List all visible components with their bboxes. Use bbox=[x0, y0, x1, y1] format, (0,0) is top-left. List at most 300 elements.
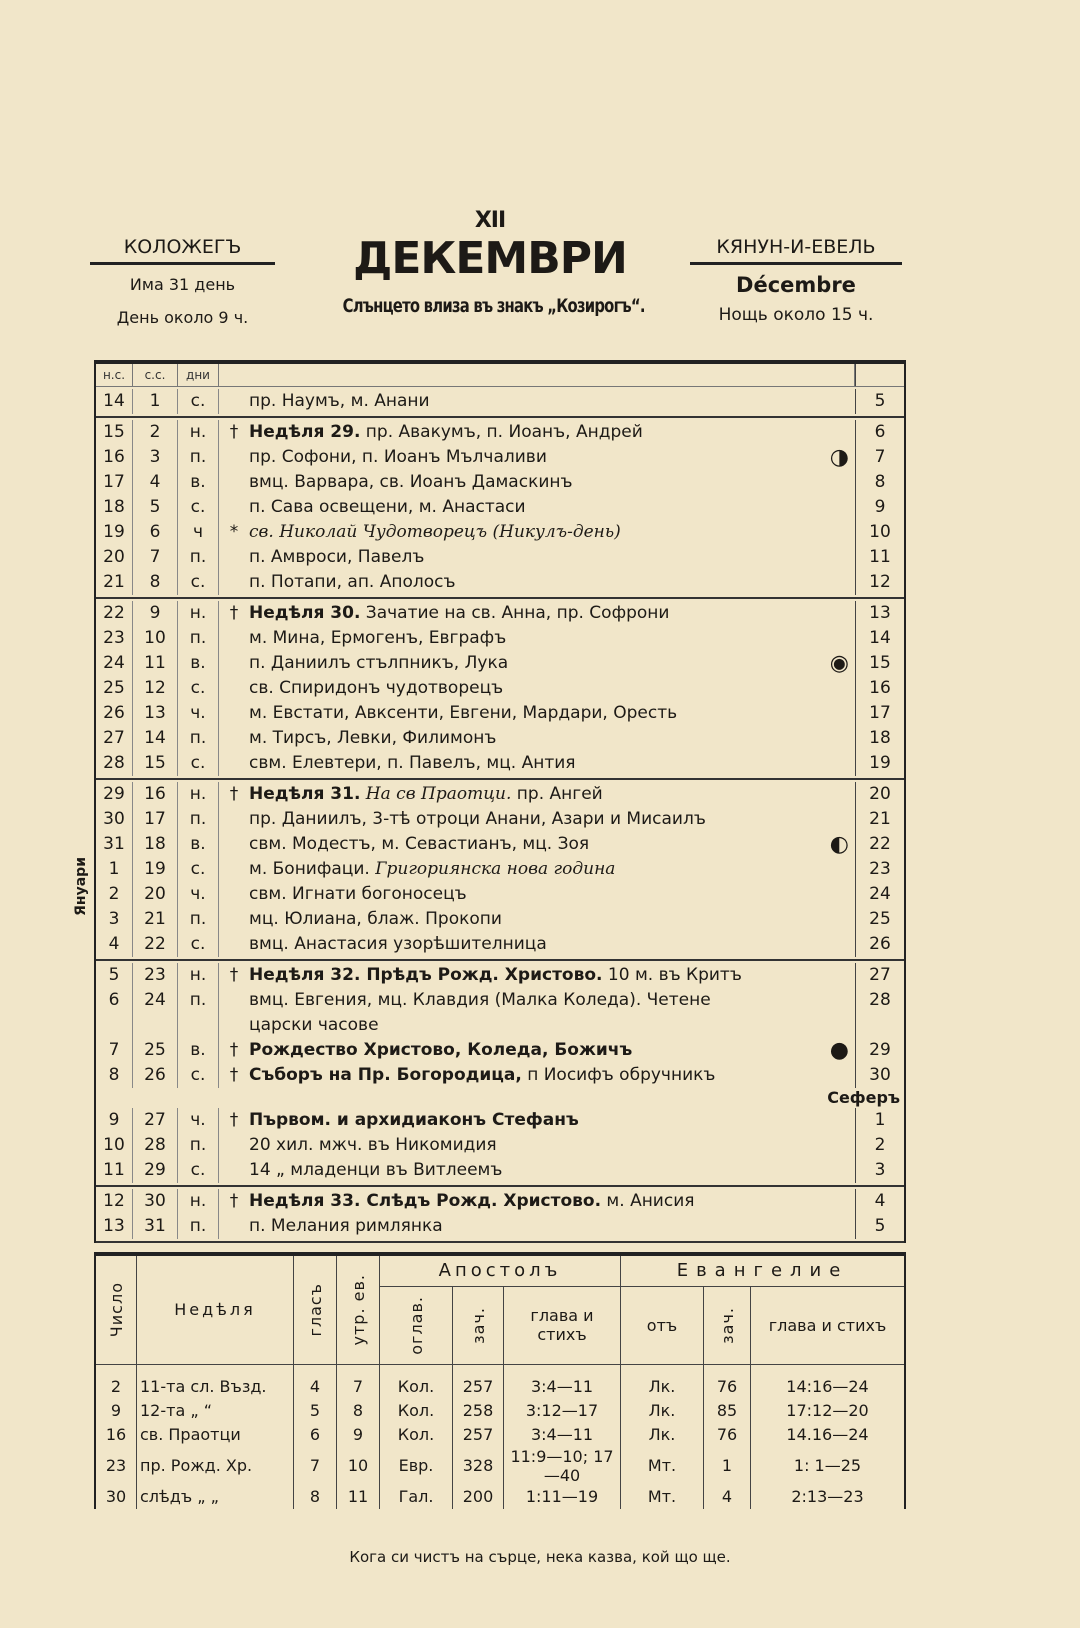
feast-mark: † bbox=[229, 1110, 239, 1130]
old-style-date: 3 bbox=[133, 445, 178, 470]
feast-mark bbox=[219, 1158, 249, 1183]
hdr-from: отъ bbox=[621, 1286, 704, 1364]
old-style-date: 23 bbox=[133, 963, 178, 988]
entry-text: м. Анисия bbox=[601, 1191, 695, 1211]
hdr-week: Недѣля bbox=[137, 1256, 294, 1364]
day-row bbox=[96, 651, 904, 676]
week-group bbox=[96, 1187, 904, 1243]
hdr-zach: зач. bbox=[468, 1306, 488, 1344]
entry-text: 10 м. въ Критъ bbox=[602, 965, 742, 985]
weekday: с. bbox=[178, 495, 219, 520]
reading-cell: 257 bbox=[453, 1423, 504, 1447]
day-row bbox=[96, 751, 904, 776]
ottoman-month-name: КЯНУН-И-ЕВЕЛЬ bbox=[690, 236, 902, 265]
day-row bbox=[96, 545, 904, 570]
old-style-date: 22 bbox=[133, 932, 178, 957]
entry-text: св. Николай Чудотворецъ (Никулъ-день) bbox=[249, 522, 621, 542]
entry-text: Рождество Христово, Коледа, Божичъ bbox=[249, 1040, 633, 1060]
feast-mark bbox=[219, 626, 249, 651]
feast-mark: † bbox=[229, 1040, 239, 1060]
moon-phase-icon: ◐ bbox=[829, 832, 849, 857]
ottoman-date: 3 bbox=[855, 1158, 904, 1183]
hdr-chapter-gospel: глава и стихъ bbox=[751, 1286, 905, 1364]
reading-cell: 3:12—17 bbox=[504, 1399, 621, 1423]
reading-row bbox=[96, 1399, 904, 1423]
january-label: Януари bbox=[73, 857, 89, 916]
day-row bbox=[96, 1158, 904, 1183]
reading-cell: 11:9—10; 17—40 bbox=[504, 1447, 621, 1485]
weekday: с. bbox=[178, 389, 219, 414]
feast-mark bbox=[219, 751, 249, 776]
day-row bbox=[96, 807, 904, 832]
day-row bbox=[96, 1133, 904, 1158]
old-style-date: 28 bbox=[133, 1133, 178, 1158]
calendar-table bbox=[73, 360, 906, 1243]
reading-cell: 7 bbox=[337, 1364, 380, 1399]
entry-text: мц. Юлиана, блаж. Прокопи bbox=[249, 909, 502, 929]
old-style-date: 30 bbox=[133, 1189, 178, 1214]
new-style-date: 28 bbox=[96, 751, 133, 776]
reading-cell: 200 bbox=[453, 1485, 504, 1509]
ottoman-date: 17 bbox=[855, 701, 904, 726]
weekday: н. bbox=[178, 420, 219, 445]
old-style-date: 20 bbox=[133, 882, 178, 907]
entry-text: п Иосифъ обручникъ bbox=[521, 1065, 716, 1085]
feast-mark bbox=[219, 470, 249, 495]
reading-cell: 5 bbox=[294, 1399, 337, 1423]
day-row bbox=[96, 726, 904, 751]
hdr-tone: гласъ bbox=[305, 1282, 325, 1337]
feast-mark bbox=[219, 701, 249, 726]
col-weekday: дни bbox=[178, 364, 219, 386]
ottoman-date: 7 bbox=[855, 445, 904, 470]
feast-mark bbox=[219, 570, 249, 595]
weekday: с. bbox=[178, 932, 219, 957]
ottoman-date: 30 bbox=[855, 1063, 904, 1088]
weekday: п. bbox=[178, 445, 219, 470]
week-group bbox=[96, 418, 904, 599]
old-style-date: 14 bbox=[133, 726, 178, 751]
moon-phase-icon: ● bbox=[829, 1038, 849, 1063]
reading-cell: 23 bbox=[96, 1447, 137, 1485]
old-style-date: 19 bbox=[133, 857, 178, 882]
new-style-date: 24 bbox=[96, 651, 133, 676]
weekday: с. bbox=[178, 676, 219, 701]
reading-row bbox=[96, 1447, 904, 1485]
new-style-date: 14 bbox=[96, 389, 133, 414]
ottoman-date: 10 bbox=[855, 520, 904, 545]
night-length: Нощь около 15 ч. bbox=[718, 305, 874, 325]
new-style-date: 15 bbox=[96, 420, 133, 445]
reading-cell: 4 bbox=[294, 1364, 337, 1399]
reading-cell: Евр. bbox=[380, 1447, 453, 1485]
reading-cell: Кол. bbox=[380, 1423, 453, 1447]
new-style-date: 31 bbox=[96, 832, 133, 857]
weekday: в. bbox=[178, 651, 219, 676]
day-row bbox=[96, 495, 904, 520]
feast-mark bbox=[219, 726, 249, 751]
entry-text: На св Праотци. bbox=[360, 784, 512, 804]
day-row bbox=[96, 676, 904, 701]
day-row bbox=[96, 1189, 904, 1214]
reading-row bbox=[96, 1364, 904, 1399]
footer-proverb: Кога си чистъ на сърце, нека казва, кой що ще. bbox=[349, 1548, 731, 1566]
feast-mark bbox=[219, 907, 249, 932]
ottoman-date: 6 bbox=[855, 420, 904, 445]
feast-mark bbox=[219, 545, 249, 570]
new-style-date: 1 bbox=[96, 857, 133, 882]
weekday: с. bbox=[178, 1063, 219, 1088]
new-style-date: 8 bbox=[96, 1063, 133, 1088]
reading-cell: Кол. bbox=[380, 1364, 453, 1399]
day-row bbox=[96, 882, 904, 907]
reading-cell: 16 bbox=[96, 1423, 137, 1447]
entry-text: Недѣля 29. bbox=[249, 422, 361, 442]
new-style-date: 30 bbox=[96, 807, 133, 832]
hdr-book: оглав. bbox=[406, 1295, 426, 1355]
new-style-date: 27 bbox=[96, 726, 133, 751]
new-style-date: 29 bbox=[96, 782, 133, 807]
entry-text: м. Тирсъ, Левки, Филимонъ bbox=[249, 728, 497, 748]
col-new-style: н.с. bbox=[96, 364, 133, 386]
old-style-date: 2 bbox=[133, 420, 178, 445]
entry-text: Зачатие на св. Анна, пр. Софрони bbox=[360, 603, 670, 623]
ottoman-date: 11 bbox=[855, 545, 904, 570]
entry-text: п. Амвроси, Павелъ bbox=[249, 547, 425, 567]
ottoman-date: 27 bbox=[855, 963, 904, 988]
reading-cell: 14.16—24 bbox=[786, 1425, 869, 1444]
weekday: п. bbox=[178, 545, 219, 570]
reading-cell: 85 bbox=[704, 1399, 751, 1423]
reading-cell: 2 bbox=[96, 1364, 137, 1399]
feast-mark bbox=[219, 676, 249, 701]
weekday: ч. bbox=[178, 882, 219, 907]
old-style-date: 7 bbox=[133, 545, 178, 570]
reading-row bbox=[96, 1485, 904, 1509]
day-row bbox=[96, 626, 904, 651]
reading-cell: Мт. bbox=[621, 1485, 704, 1509]
old-style-date: 26 bbox=[133, 1063, 178, 1088]
reading-cell: 1: 1—25 bbox=[793, 1456, 862, 1475]
reading-cell: 258 bbox=[453, 1399, 504, 1423]
old-style-date: 11 bbox=[133, 651, 178, 676]
entry-text: свм. Игнати богоносецъ bbox=[249, 884, 467, 904]
hdr-chapter: глава и стихъ bbox=[504, 1286, 621, 1364]
day-length: День около 9 ч. bbox=[116, 308, 249, 327]
entry-text: п. Даниилъ стълпникъ, Лука bbox=[249, 653, 509, 673]
ottoman-date: 25 bbox=[855, 907, 904, 932]
entry-text: вмц. Евгения, мц. Клавдия (Малка Коледа). Четене bbox=[249, 990, 711, 1010]
old-style-date: 6 bbox=[133, 520, 178, 545]
reading-cell: Лк. bbox=[621, 1364, 704, 1399]
weekday: н. bbox=[178, 963, 219, 988]
reading-cell: 1 bbox=[704, 1447, 751, 1485]
new-style-date: 16 bbox=[96, 445, 133, 470]
moon-phase-icon: ◑ bbox=[829, 445, 849, 470]
entry-text: свм. Елевтери, п. Павелъ, мц. Антия bbox=[249, 753, 576, 773]
feast-mark bbox=[219, 1133, 249, 1158]
feast-mark bbox=[219, 932, 249, 957]
old-style-date: 24 bbox=[133, 988, 178, 1013]
readings-table bbox=[94, 1252, 906, 1509]
ottoman-date: 15 bbox=[855, 651, 904, 676]
feast-mark bbox=[219, 832, 249, 857]
new-style-date: 22 bbox=[96, 601, 133, 626]
feast-mark bbox=[219, 882, 249, 907]
day-row bbox=[96, 1108, 904, 1133]
feast-mark bbox=[219, 1214, 249, 1239]
french-month: Décembre bbox=[736, 273, 856, 297]
weekday: п. bbox=[178, 726, 219, 751]
feast-mark bbox=[219, 988, 249, 1013]
week-group bbox=[96, 599, 904, 780]
new-style-date: 6 bbox=[96, 988, 133, 1013]
ottoman-month-block bbox=[690, 236, 902, 325]
entry-text: п. Потапи, ап. Аполосъ bbox=[249, 572, 456, 592]
ottoman-date: 18 bbox=[855, 726, 904, 751]
hdr-apostle: Апостолъ bbox=[380, 1256, 621, 1286]
reading-cell: слѣдъ „ „ bbox=[137, 1485, 294, 1509]
old-style-date: 5 bbox=[133, 495, 178, 520]
old-style-date: 25 bbox=[133, 1038, 178, 1063]
old-style-date: 16 bbox=[133, 782, 178, 807]
reading-cell: 76 bbox=[704, 1364, 751, 1399]
reading-cell: 11 bbox=[337, 1485, 380, 1509]
roman-numeral: XII bbox=[474, 208, 506, 233]
weekday: н. bbox=[178, 1189, 219, 1214]
weekday: п. bbox=[178, 1214, 219, 1239]
day-row bbox=[96, 963, 904, 988]
entry-text: пр. Даниилъ, 3-тѣ отроци Анани, Азари и Мисаилъ bbox=[249, 809, 706, 829]
entry-text: м. Мина, Ермогенъ, Евграфъ bbox=[249, 628, 507, 648]
new-style-date: 4 bbox=[96, 932, 133, 957]
feast-mark: † bbox=[229, 603, 239, 623]
new-style-date: 12 bbox=[96, 1189, 133, 1214]
col-old-style: с.с. bbox=[133, 364, 178, 386]
entry-continuation: царски часове bbox=[249, 1015, 379, 1035]
weekday: с. bbox=[178, 857, 219, 882]
reading-cell: 30 bbox=[96, 1485, 137, 1509]
old-style-date: 27 bbox=[133, 1108, 178, 1133]
hdr-morning-gospel: утр. ев. bbox=[348, 1274, 368, 1346]
entry-text: вмц. Варвара, св. Иоанъ Дамаскинъ bbox=[249, 472, 573, 492]
old-style-date: 9 bbox=[133, 601, 178, 626]
feast-mark: † bbox=[229, 965, 239, 985]
entry-text: 14 „ младенци въ Витлеемъ bbox=[249, 1160, 503, 1180]
weekday: в. bbox=[178, 832, 219, 857]
reading-cell: 76 bbox=[704, 1423, 751, 1447]
weekday: п. bbox=[178, 807, 219, 832]
reading-cell: 257 bbox=[453, 1364, 504, 1399]
new-style-date: 10 bbox=[96, 1133, 133, 1158]
ottoman-date: 5 bbox=[855, 389, 904, 414]
reading-cell: 6 bbox=[294, 1423, 337, 1447]
weekday: п. bbox=[178, 626, 219, 651]
ottoman-date: 8 bbox=[855, 470, 904, 495]
column-headers bbox=[96, 364, 904, 387]
feast-mark bbox=[219, 445, 249, 470]
reading-cell: Гал. bbox=[380, 1485, 453, 1509]
feast-mark: † bbox=[229, 422, 239, 442]
reading-cell: св. Праотци bbox=[137, 1423, 294, 1447]
weekday: с. bbox=[178, 751, 219, 776]
feast-mark bbox=[219, 857, 249, 882]
new-style-date: 19 bbox=[96, 520, 133, 545]
hdr-gospel: Евангелие bbox=[621, 1256, 905, 1286]
feast-mark bbox=[219, 389, 249, 414]
reading-cell: 9 bbox=[96, 1399, 137, 1423]
month-title-block bbox=[300, 208, 680, 317]
days-count: Има 31 день bbox=[129, 275, 236, 294]
entry-text: м. Евстати, Авксенти, Евгени, Мардари, Оресть bbox=[249, 703, 678, 723]
week-group bbox=[73, 780, 904, 961]
reading-cell: 3:4—11 bbox=[504, 1423, 621, 1447]
day-row bbox=[96, 932, 904, 957]
old-style-date: 29 bbox=[133, 1158, 178, 1183]
week-group bbox=[96, 961, 904, 1187]
reading-cell: 14:16—24 bbox=[786, 1377, 869, 1396]
weekday: ч bbox=[178, 520, 219, 545]
entry-text: пр. Ангей bbox=[511, 784, 603, 804]
new-style-date: 20 bbox=[96, 545, 133, 570]
day-row bbox=[96, 1214, 904, 1239]
ottoman-date: 2 bbox=[855, 1133, 904, 1158]
entry-text: Недѣля 31. bbox=[249, 784, 361, 804]
reading-cell: 8 bbox=[337, 1399, 380, 1423]
ottoman-date: 29 bbox=[855, 1038, 904, 1063]
new-style-date: 17 bbox=[96, 470, 133, 495]
ottoman-date: 20 bbox=[855, 782, 904, 807]
feast-mark bbox=[219, 651, 249, 676]
old-style-date: 4 bbox=[133, 470, 178, 495]
day-row bbox=[96, 520, 904, 545]
new-style-date: 23 bbox=[96, 626, 133, 651]
day-row bbox=[96, 907, 904, 932]
day-row bbox=[96, 601, 904, 626]
new-style-date: 2 bbox=[96, 882, 133, 907]
old-style-date: 12 bbox=[133, 676, 178, 701]
old-style-date: 10 bbox=[133, 626, 178, 651]
reading-cell: 17:12—20 bbox=[786, 1401, 869, 1420]
ottoman-date: 21 bbox=[855, 807, 904, 832]
reading-cell: 12-та „ “ bbox=[137, 1399, 294, 1423]
reading-cell: Мт. bbox=[621, 1447, 704, 1485]
entry-text: Недѣля 32. Прѣдъ Рожд. Христово. bbox=[249, 965, 603, 985]
reading-cell: 328 bbox=[453, 1447, 504, 1485]
entry-text: п. Сава освещени, м. Анастаси bbox=[249, 497, 526, 517]
weekday: ч. bbox=[178, 701, 219, 726]
old-style-date: 13 bbox=[133, 701, 178, 726]
entry-text: 20 хил. мжч. въ Никомидия bbox=[249, 1135, 497, 1155]
new-style-date: 26 bbox=[96, 701, 133, 726]
entry-text: Недѣля 33. Слѣдъ Рожд. Христово. bbox=[249, 1191, 602, 1211]
entry-text: Първом. и архидиаконъ Стефанъ bbox=[249, 1110, 579, 1130]
new-style-date: 11 bbox=[96, 1158, 133, 1183]
ottoman-date: 12 bbox=[855, 570, 904, 595]
entry-text: Григориянска нова година bbox=[375, 859, 616, 879]
week-group bbox=[96, 387, 904, 418]
new-style-date: 18 bbox=[96, 495, 133, 520]
turkish-month-name: КОЛОЖЕГЪ bbox=[90, 236, 275, 265]
weekday: с. bbox=[178, 1158, 219, 1183]
ottoman-date: 19 bbox=[855, 751, 904, 776]
ottoman-date: 28 bbox=[855, 988, 904, 1013]
reading-row bbox=[96, 1423, 904, 1447]
entry-text: вмц. Анастасия узорѣшителница bbox=[249, 934, 547, 954]
day-row bbox=[96, 988, 904, 1013]
feast-mark: † bbox=[229, 784, 239, 804]
ottoman-date: 5 bbox=[855, 1214, 904, 1239]
reading-cell: 3:4—11 bbox=[504, 1364, 621, 1399]
new-style-date: 13 bbox=[96, 1214, 133, 1239]
weekday: в. bbox=[178, 1038, 219, 1063]
weekday: п. bbox=[178, 1133, 219, 1158]
weekday: с. bbox=[178, 570, 219, 595]
day-row bbox=[96, 570, 904, 595]
month-title: ДЕКЕМВРИ bbox=[353, 233, 627, 284]
feast-mark: * bbox=[229, 522, 239, 542]
entry-text: п. Мелания римлянка bbox=[249, 1216, 443, 1236]
weekday: ч. bbox=[178, 1108, 219, 1133]
old-style-date: 8 bbox=[133, 570, 178, 595]
new-style-date: 9 bbox=[96, 1108, 133, 1133]
ottoman-date: 9 bbox=[855, 495, 904, 520]
reading-cell: 4 bbox=[704, 1485, 751, 1509]
hdr-zach-gospel: зач. bbox=[717, 1306, 737, 1344]
reading-cell: 2:13—23 bbox=[791, 1487, 864, 1506]
weekday: п. bbox=[178, 988, 219, 1013]
turkish-month-block bbox=[90, 236, 275, 327]
weekday: п. bbox=[178, 907, 219, 932]
reading-cell: пр. Рожд. Хр. bbox=[137, 1447, 294, 1485]
new-style-date: 3 bbox=[96, 907, 133, 932]
ottoman-date: 23 bbox=[855, 857, 904, 882]
old-style-date: 17 bbox=[133, 807, 178, 832]
weekday: в. bbox=[178, 470, 219, 495]
reading-cell: Лк. bbox=[621, 1399, 704, 1423]
old-style-date: 31 bbox=[133, 1214, 178, 1239]
weekday: н. bbox=[178, 782, 219, 807]
day-row bbox=[96, 1063, 904, 1088]
ottoman-date: 4 bbox=[855, 1189, 904, 1214]
day-row bbox=[96, 445, 904, 470]
feast-mark bbox=[219, 495, 249, 520]
hdr-date: Число bbox=[106, 1282, 126, 1338]
ottoman-date: 24 bbox=[855, 882, 904, 907]
ottoman-date: 14 bbox=[855, 626, 904, 651]
reading-cell: Кол. bbox=[380, 1399, 453, 1423]
entry-text: пр. Наумъ, м. Анани bbox=[249, 391, 430, 411]
day-row bbox=[96, 470, 904, 495]
reading-cell: 8 bbox=[294, 1485, 337, 1509]
sun-sign: Слънцето влиза въ знакъ „Козирогъ“. bbox=[342, 295, 645, 317]
new-style-date: 21 bbox=[96, 570, 133, 595]
reading-cell: 11-та сл. Възд. bbox=[137, 1364, 294, 1399]
reading-cell: Лк. bbox=[621, 1423, 704, 1447]
new-style-date: 7 bbox=[96, 1038, 133, 1063]
weekday: н. bbox=[178, 601, 219, 626]
day-row bbox=[96, 420, 904, 445]
ottoman-date: 16 bbox=[855, 676, 904, 701]
day-row bbox=[96, 1038, 904, 1063]
old-style-date: 21 bbox=[133, 907, 178, 932]
reading-cell: 7 bbox=[294, 1447, 337, 1485]
entry-text: свм. Модестъ, м. Севастианъ, мц. Зоя bbox=[249, 834, 590, 854]
entry-text: Съборъ на Пр. Богородица, bbox=[249, 1065, 522, 1085]
day-row bbox=[96, 832, 904, 857]
reading-cell: 9 bbox=[337, 1423, 380, 1447]
feast-mark bbox=[219, 807, 249, 832]
